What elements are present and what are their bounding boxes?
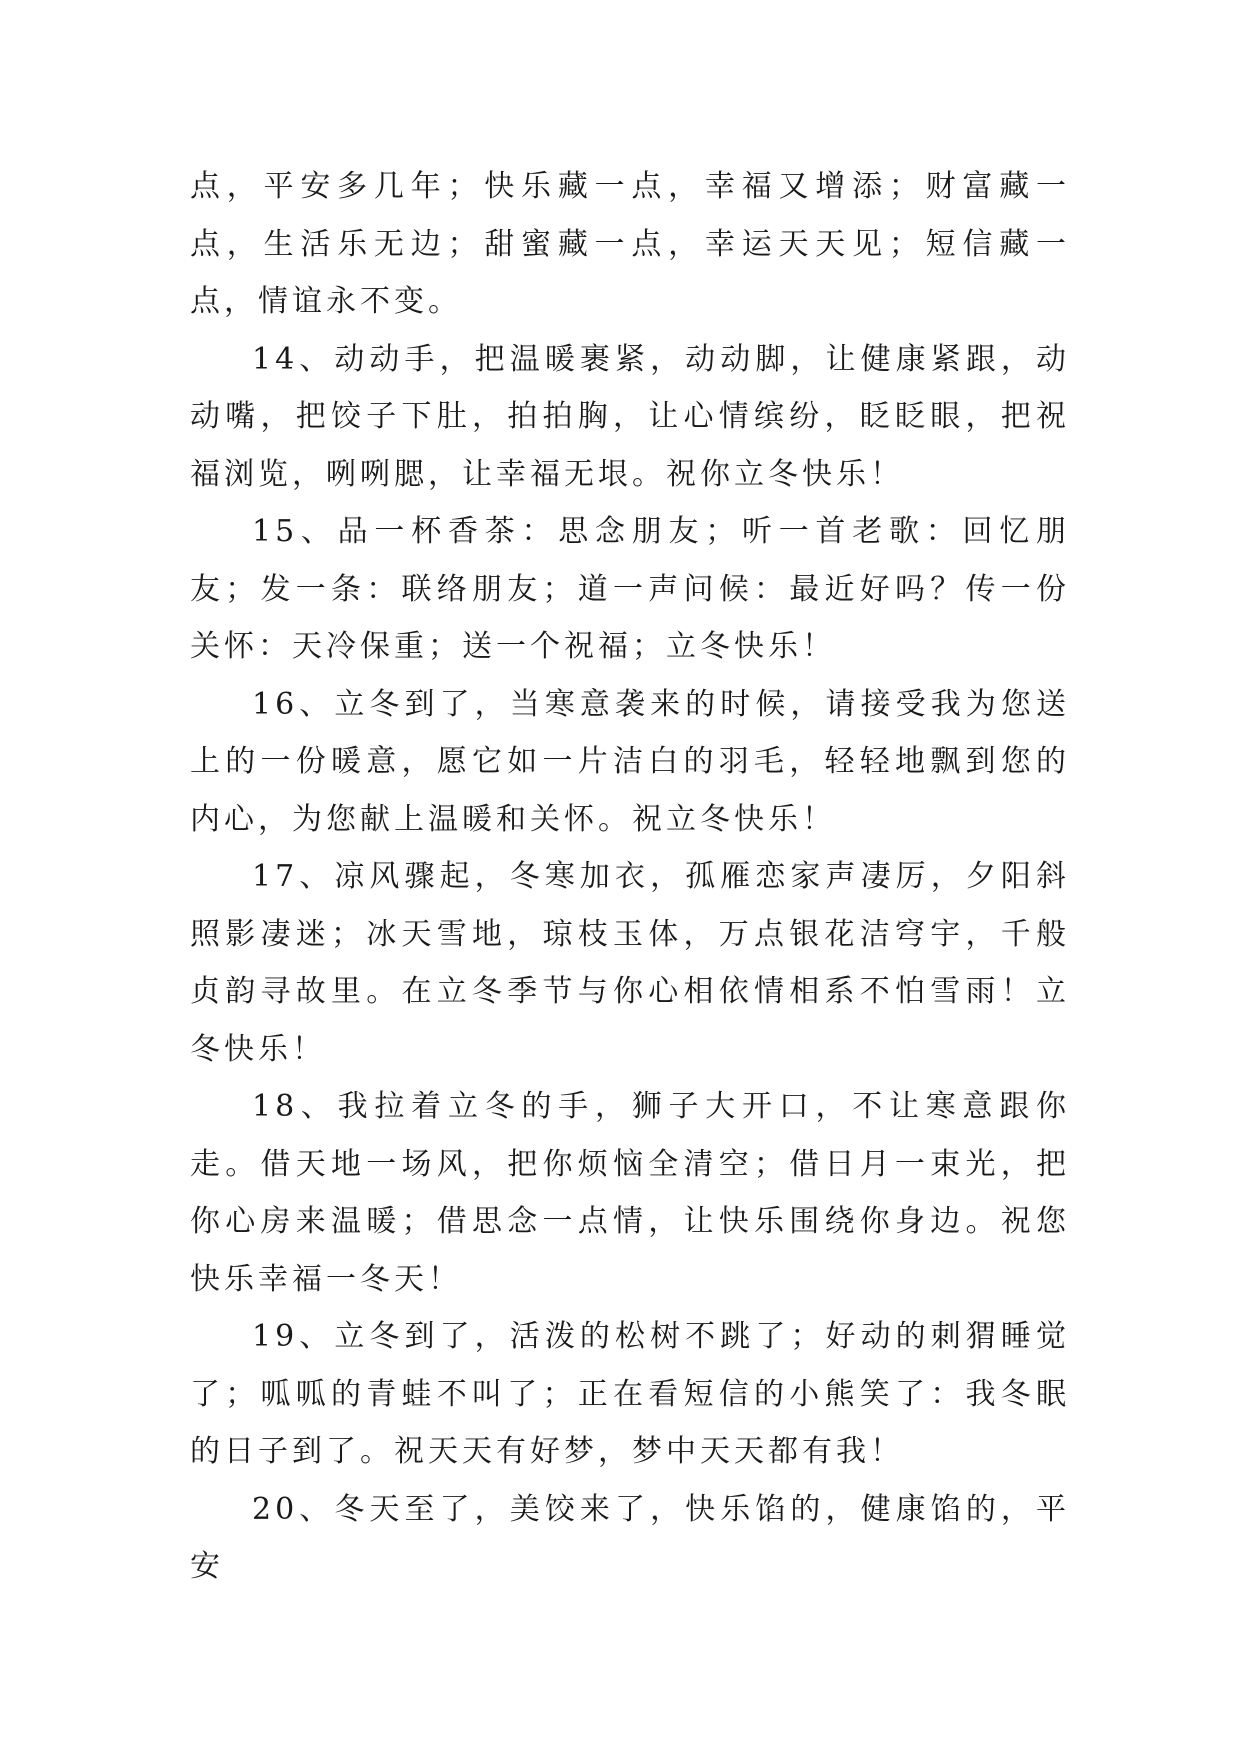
paragraph: 14、动动手，把温暖裹紧，动动脚，让健康紧跟，动动嘴，把饺子下肚，拍拍胸，让心情缤纷，眨眨眼，把祝福浏览，咧咧腮，让幸福无垠。祝你立冬快乐！ [190, 341, 1070, 492]
paragraph: 15、品一杯香茶：思念朋友；听一首老歌：回忆朋友；发一条：联络朋友；道一声问候：最近好吗？传一份关怀：天冷保重；送一个祝福；立冬快乐！ [190, 514, 1070, 664]
paragraph: 17、凉风骤起，冬寒加衣，孤雁恋家声凄厉，夕阳斜照影凄迷；冰天雪地，琼枝玉体，万点银花洁穹宇，千般贞韵寻故里。在立冬季节与你心相依情相系不怕雪雨！立冬快乐！ [190, 859, 1070, 1067]
paragraph: 19、立冬到了，活泼的松树不跳了；好动的刺猬睡觉了；呱呱的青蛙不叫了；正在看短信的小熊笑了：我冬眠的日子到了。祝天天有好梦，梦中天天都有我！ [190, 1319, 1070, 1469]
paragraph: 18、我拉着立冬的手，狮子大开口，不让寒意跟你走。借天地一场风，把你烦恼全清空；借日月一束光，把你心房来温暖；借思念一点情，让快乐围绕你身边。祝您快乐幸福一冬天！ [190, 1089, 1070, 1297]
paragraph: 点，平安多几年；快乐藏一点，幸福又增添；财富藏一点，生活乐无边；甜蜜藏一点，幸运天天见；短信藏一点，情谊永不变。 [190, 169, 1070, 319]
document-body [190, 158, 1070, 1596]
paragraph: 16、立冬到了，当寒意袭来的时候，请接受我为您送上的一份暖意，愿它如一片洁白的羽毛，轻轻地飘到您的内心，为您献上温暖和关怀。祝立冬快乐！ [190, 686, 1070, 837]
paragraph: 20、冬天至了，美饺来了，快乐馅的，健康馅的，平安 [190, 1491, 1070, 1584]
